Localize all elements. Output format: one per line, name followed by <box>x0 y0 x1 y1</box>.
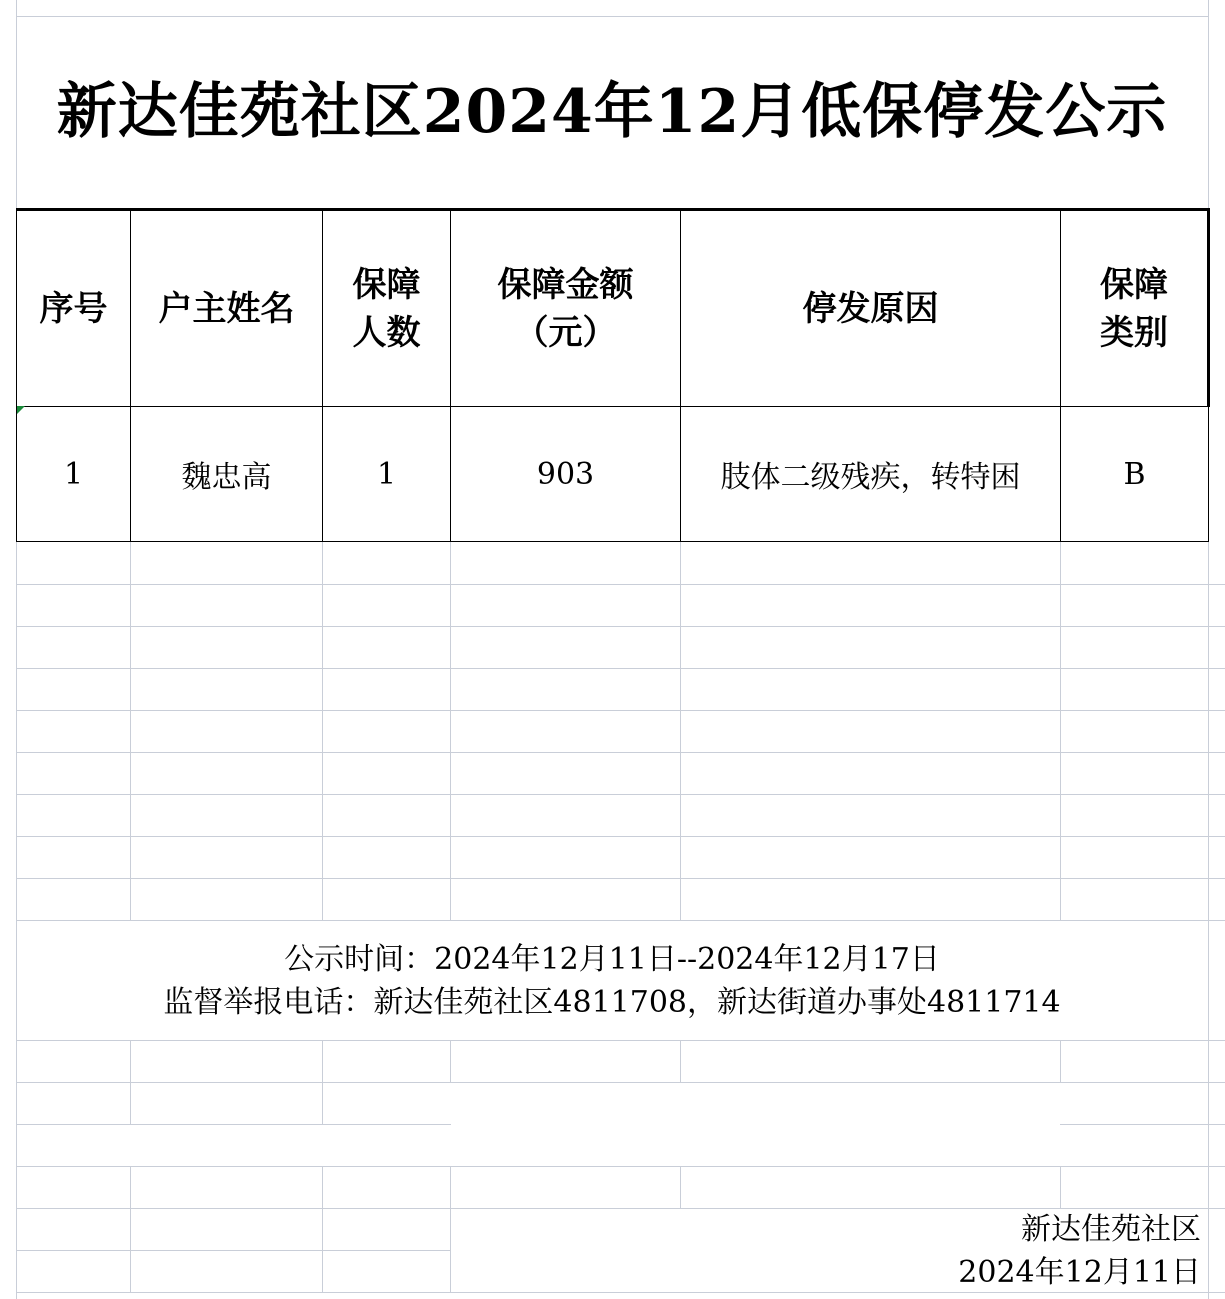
cell-benefit-amount[interactable]: 903 <box>451 407 681 542</box>
header-benefit-category: 保障 类别 <box>1061 210 1209 407</box>
cell-householder-name[interactable]: 魏忠高 <box>131 407 323 542</box>
header-householder-name: 户主姓名 <box>131 210 323 407</box>
signature-org: 新达佳苑社区 <box>1021 1212 1201 1247</box>
signature-block <box>958 1208 1201 1294</box>
cell-benefit-category[interactable]: B <box>1061 407 1209 542</box>
table-header-row <box>17 210 1209 407</box>
cell-comment-indicator-icon <box>17 406 25 414</box>
cell-stop-reason[interactable]: 肢体二级残疾，转特困 <box>681 407 1061 542</box>
cell-serial-number[interactable]: 1 <box>17 407 131 542</box>
signature-date: 2024年12月11日 <box>958 1255 1201 1290</box>
header-stop-reason: 停发原因 <box>681 210 1061 407</box>
cell-covered-persons[interactable]: 1 <box>323 407 451 542</box>
notice-hotline: 监督举报电话：新达佳苑社区4811708，新达街道办事处4811714 <box>163 985 1061 1020</box>
notice-period: 公示时间：2024年12月11日--2024年12月17日 <box>284 942 940 977</box>
header-serial-number: 序号 <box>17 210 131 407</box>
header-benefit-amount: 保障金额 （元） <box>451 210 681 407</box>
table-row <box>17 407 1209 542</box>
page-title: 新达佳苑社区2024年12月低保停发公示 <box>56 77 1168 147</box>
notice-info <box>16 938 1208 1024</box>
header-covered-persons: 保障 人数 <box>323 210 451 407</box>
notice-table <box>16 208 1210 542</box>
